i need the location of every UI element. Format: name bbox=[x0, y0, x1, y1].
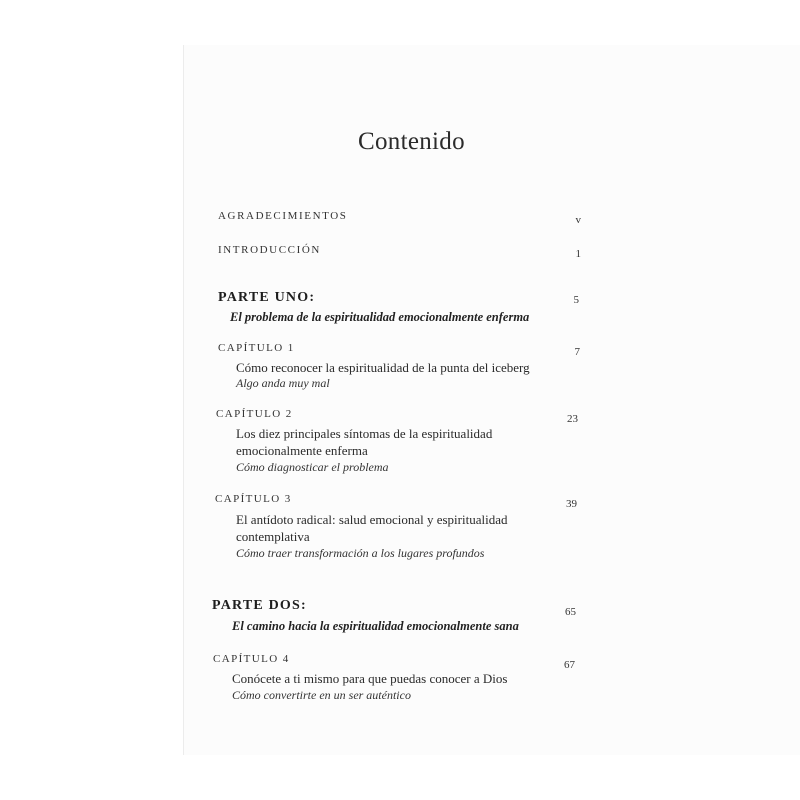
toc-page-number: 1 bbox=[575, 248, 581, 260]
page-title: Contenido bbox=[358, 128, 465, 155]
toc-chapter-label: CAPÍTULO 2 bbox=[216, 408, 293, 420]
toc-chapter-title: Cómo reconocer la espiritualidad de la punta del iceberg bbox=[236, 360, 530, 375]
toc-entry-introduction: INTRODUCCIÓN bbox=[218, 244, 321, 256]
toc-page-number: 5 bbox=[573, 294, 579, 306]
toc-entry-acknowledgments: AGRADECIMIENTOS bbox=[218, 210, 348, 222]
toc-chapter-label: CAPÍTULO 4 bbox=[213, 653, 290, 665]
toc-part-heading: PARTE UNO: bbox=[218, 290, 316, 305]
toc-chapter-title: Conócete a ti mismo para que puedas conocer a Dios bbox=[232, 671, 508, 686]
toc-page-number: 67 bbox=[564, 659, 575, 671]
toc-part-subtitle: El camino hacia la espiritualidad emocionalmente sana bbox=[232, 619, 519, 633]
toc-chapter-subtitle: Cómo traer transformación a los lugares profundos bbox=[236, 546, 485, 560]
toc-chapter-subtitle: Cómo diagnosticar el problema bbox=[236, 460, 389, 474]
toc-page-number: 23 bbox=[567, 413, 578, 425]
toc-page-number: 65 bbox=[565, 606, 576, 618]
toc-chapter-title: Los diez principales síntomas de la espiritualidad bbox=[236, 426, 493, 441]
book-page bbox=[183, 45, 800, 755]
toc-chapter-title: El antídoto radical: salud emocional y espiritualidad bbox=[236, 512, 508, 527]
toc-chapter-subtitle: Cómo convertirte en un ser auténtico bbox=[232, 688, 411, 702]
toc-chapter-title-cont: contemplativa bbox=[236, 529, 310, 544]
toc-chapter-label: CAPÍTULO 3 bbox=[215, 493, 292, 505]
toc-chapter-title-cont: emocionalmente enferma bbox=[236, 443, 368, 458]
toc-part-subtitle: El problema de la espiritualidad emocionalmente enferma bbox=[230, 310, 530, 324]
toc-page-number: v bbox=[575, 214, 581, 226]
toc-chapter-label: CAPÍTULO 1 bbox=[218, 342, 295, 354]
toc-page-number: 7 bbox=[574, 346, 580, 358]
toc-part-heading: PARTE DOS: bbox=[212, 598, 307, 613]
toc-page-number: 39 bbox=[566, 498, 577, 510]
toc-chapter-subtitle: Algo anda muy mal bbox=[236, 376, 330, 390]
